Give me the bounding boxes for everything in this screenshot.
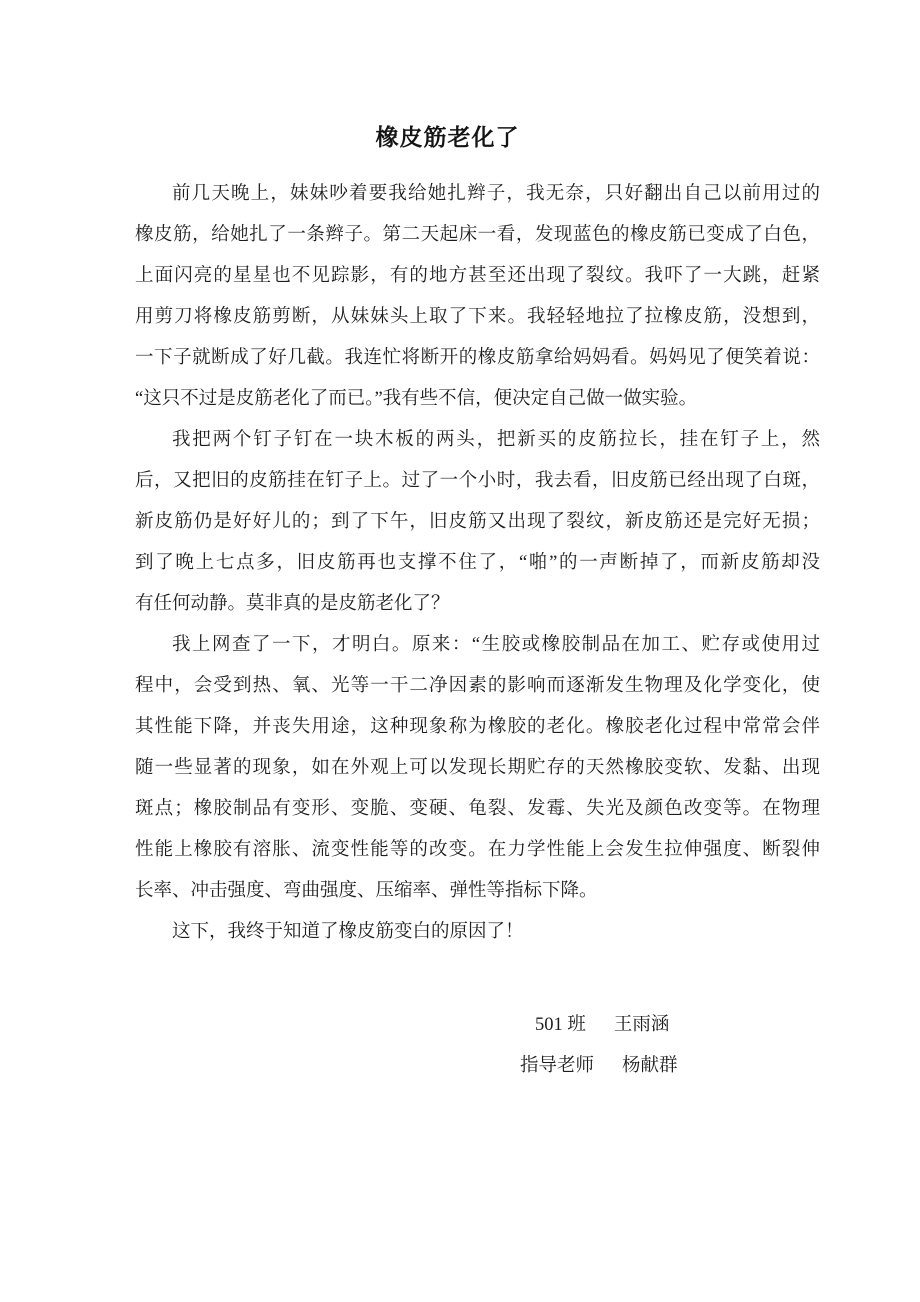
body-line: 这下，我终于知道了橡皮筋变白的原因了！ — [172, 922, 524, 942]
body-line: 我上网查了一下，才明白。原来：“生胶或橡胶制品在加工、贮存或使用过 — [172, 635, 820, 655]
signature-teacher-line — [520, 1046, 820, 1087]
body-line: 橡皮筋，给她扎了一条辫子。第二天起床一看，发现蓝色的橡皮筋已变成了白色， — [135, 225, 820, 245]
student-name: 王雨涵 — [613, 1015, 670, 1035]
body-line: 性能上橡胶有溶胀、流变性能等的改变。在力学性能上会发生拉伸强度、断裂伸 — [135, 840, 820, 860]
body-line: 上面闪亮的星星也不见踪影，有的地方甚至还出现了裂纹。我吓了一大跳，赶紧 — [135, 266, 820, 286]
body-line: 长率、冲击强度、弯曲强度、压缩率、弹性等指标下降。 — [135, 881, 598, 901]
body-line: 程中，会受到热、氧、光等一干二净因素的影响而逐渐发生物理及化学变化，使 — [135, 676, 820, 696]
body-line: 前几天晚上，妹妹吵着要我给她扎辫子，我无奈，只好翻出自己以前用过的 — [172, 184, 820, 204]
class-number: 501 班 — [535, 1015, 586, 1035]
body-line: 我把两个钉子钉在一块木板的两头，把新买的皮筋拉长，挂在钉子上，然 — [172, 430, 820, 450]
body-line: “这只不过是皮筋老化了而已。”我有些不信，便决定自己做一做实验。 — [135, 389, 698, 409]
teacher-name: 杨献群 — [622, 1056, 678, 1076]
body-line: 有任何动静。莫非真的是皮筋老化了？ — [135, 594, 450, 614]
body-line: 随一些显著的现象，如在外观上可以发现长期贮存的天然橡胶变软、发黏、出现 — [135, 758, 820, 778]
body-line: 后，又把旧的皮筋挂在钉子上。过了一个小时，我去看，旧皮筋已经出现了白斑， — [135, 471, 820, 491]
document-body — [135, 174, 820, 953]
signature-block — [135, 1005, 820, 1087]
teacher-label: 指导老师 — [520, 1056, 595, 1076]
body-line: 用剪刀将橡皮筋剪断，从妹妹头上取了下来。我轻轻地拉了拉橡皮筋，没想到， — [135, 307, 820, 327]
signature-class-line — [535, 1005, 820, 1046]
body-line: 斑点；橡胶制品有变形、变脆、变硬、龟裂、发霉、失光及颜色改变等。在物理 — [135, 799, 820, 819]
body-line: 到了晚上七点多，旧皮筋再也支撑不住了，“啪”的一声断掉了，而新皮筋却没 — [135, 553, 820, 573]
document-title: 橡皮筋老化了 — [375, 125, 520, 150]
body-line: 一下子就断成了好几截。我连忙将断开的橡皮筋拿给妈妈看。妈妈见了便笑着说： — [135, 348, 820, 368]
body-line: 其性能下降，并丧失用途，这种现象称为橡胶的老化。橡胶老化过程中常常会伴 — [135, 717, 820, 737]
body-line: 新皮筋仍是好好儿的；到了下午，旧皮筋又出现了裂纹，新皮筋还是完好无损； — [135, 512, 820, 532]
